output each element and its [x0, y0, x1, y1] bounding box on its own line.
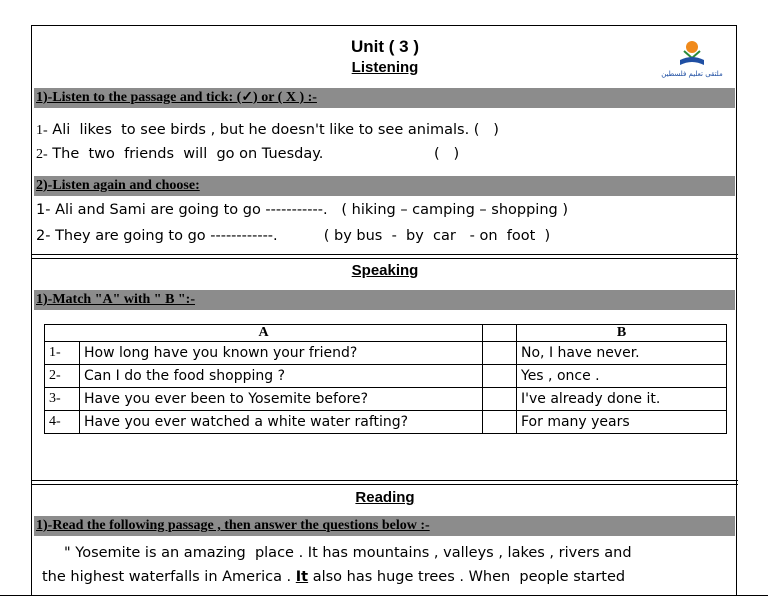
reading-passage [42, 541, 732, 589]
choose-item-2: 2- They are going to go ------------. ( by bus - by car - on foot ) [36, 228, 551, 244]
passage-line-1: " Yosemite is an amazing place . It has mountains , valleys , lakes , rivers and [64, 545, 632, 561]
logo-text: ملتقى تعليم فلسطين [661, 70, 723, 78]
table-row: 2- Can I do the food shopping ? Yes , once . [45, 365, 727, 388]
match-table-header [45, 325, 727, 342]
book-logo-icon [658, 36, 726, 80]
listening-item-2: 2- The two friends will go on Tuesday. ( ) [36, 146, 460, 162]
table-row: 3- Have you ever been to Yosemite before? I've already done it. [45, 388, 727, 411]
listening-heading: Listening [351, 59, 419, 76]
choose-item-1: 1- Ali and Sami are going to go -----------. ( hiking – camping – shopping ) [36, 202, 568, 218]
table-row: 4- Have you ever watched a white water rafting? For many years [45, 411, 727, 434]
section-divider [32, 480, 738, 485]
page-bottom-rule [0, 595, 768, 596]
column-b-header: B [517, 325, 727, 342]
column-a-header: A [45, 325, 483, 342]
passage-line-2: the highest waterfalls in America . It also has huge trees . When people started [42, 569, 626, 585]
speaking-part1-title: 1)-Match "A" with " B ":- [34, 290, 735, 310]
listening-part2-title: 2)-Listen again and choose: [34, 176, 735, 196]
worksheet [31, 25, 737, 595]
spacer-header [483, 325, 517, 342]
listening-item-1: 1- Ali likes to see birds , but he doesn't like to see animals. ( ) [36, 122, 499, 138]
match-table [44, 324, 727, 434]
table-row: 1- How long have you known your friend? No, I have never. [45, 342, 727, 365]
section-divider [32, 254, 738, 259]
reading-heading: Reading [355, 489, 415, 506]
logo [658, 36, 726, 80]
underlined-pronoun: It [295, 569, 309, 585]
reading-part1-title: 1)-Read the following passage , then answer the questions below :- [34, 516, 735, 536]
speaking-heading: Speaking [351, 262, 419, 279]
unit-title: Unit ( 3 ) [351, 37, 419, 56]
listening-part1-title: 1)-Listen to the passage and tick: (✓) or ( X ) :- [34, 88, 735, 108]
